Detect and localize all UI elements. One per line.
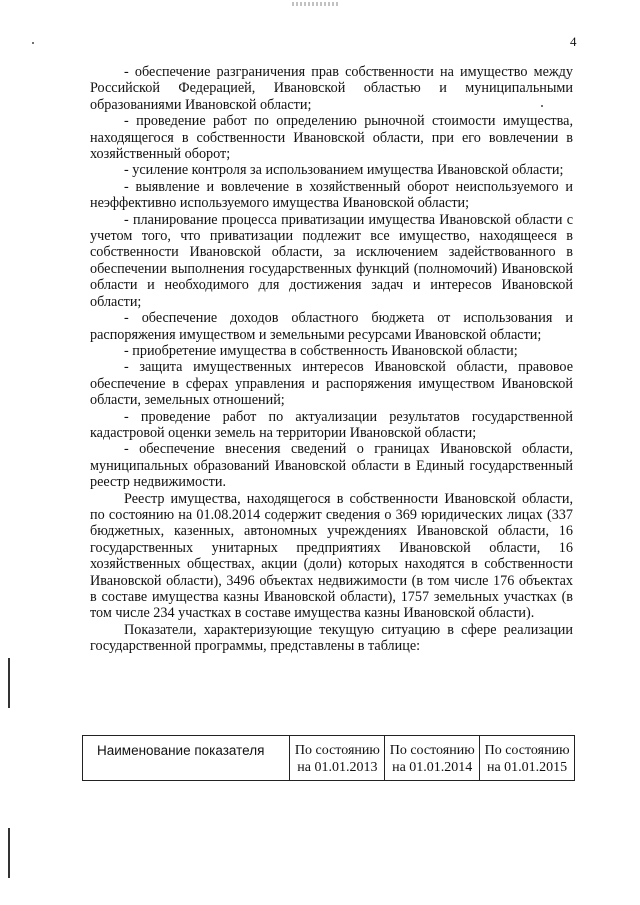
bullet-paragraph: - обеспечение разграничения прав собственности на имущество между Российской Федерацией, Ивановской областью и муниципальными образованиями Ивановской области; xyxy=(90,64,573,113)
scan-edge-mark xyxy=(8,828,10,878)
bullet-paragraph: - обеспечение внесения сведений о границах Ивановской области, муниципальных образований Ивановской области в Единый государственный реестр недвижимости. xyxy=(90,441,573,491)
bullet-paragraph: - проведение работ по актуализации результатов государственной кадастровой оценки земель на территории Ивановской области; xyxy=(90,408,573,441)
document-body xyxy=(90,64,573,655)
bullet-paragraph: - выявление и вовлечение в хозяйственный оборот неиспользуемого и неэффективно используемого имущества Ивановской области; xyxy=(90,178,573,212)
scan-edge-mark xyxy=(8,658,10,708)
scan-artifact xyxy=(292,2,340,6)
bullet-paragraph: - обеспечение доходов областного бюджета от использования и распоряжения имуществом и земельными ресурсами Ивановской области; xyxy=(90,310,573,343)
header-date-2015: По состоянию на 01.01.2015 xyxy=(480,736,575,781)
table-header-row xyxy=(83,736,575,781)
bullet-paragraph: - усиление контроля за использованием имущества Ивановской области; xyxy=(124,162,564,179)
bullet-paragraph: - планирование процесса приватизации имущества Ивановской области с учетом того, что приватизации подлежит все имущество, находящееся в собственности Ивановской области, за исключением задействованного в обеспечении выполнения государственных функций (полномочий) Ивановской области и необходимого для достижения задач и интересов Ивановской области; xyxy=(90,211,573,310)
indicators-table xyxy=(82,735,575,781)
bullet-paragraph: - защита имущественных интересов Ивановской области, правовое обеспечение в сферах управления и распоряжения имуществом Ивановской области, земельных отношений; xyxy=(90,359,573,409)
indicators-intro-paragraph: Показатели, характеризующие текущую ситуацию в сфере реализации государственной программы, представлены в таблице: xyxy=(90,621,573,655)
bullet-paragraph: - проведение работ по определению рыночной стоимости имущества, находящегося в собственности Ивановской области, при его вовлечении в хозяйственный оборот; xyxy=(90,113,573,163)
scan-speck xyxy=(32,42,34,44)
registry-paragraph: Реестр имущества, находящегося в собственности Ивановской области, по состоянию на 01.08.2014 содержит сведения о 369 юридических лицах (337 бюджетных, казенных, автономных учреждениях Ивановской области, 16 государственных унитарных предприятиях Ивановской области, 16 хозяйственных обществах, акции (доли) которых находятся в собственности Ивановской области), 3496 объектах недвижимости (в том числе 176 объектах в составе имущества казны Ивановской области), 1757 земельных участках (в том числе 234 участках в составе имущества казны Ивановской области). xyxy=(90,490,573,622)
header-date-2014: По состоянию на 01.01.2014 xyxy=(385,736,480,781)
header-indicator-name: Наименование показателя xyxy=(83,736,290,781)
page-number: 4 xyxy=(570,34,577,49)
header-date-2013: По состоянию на 01.01.2013 xyxy=(290,736,385,781)
bullet-paragraph: - приобретение имущества в собственность Ивановской области; xyxy=(124,342,518,359)
